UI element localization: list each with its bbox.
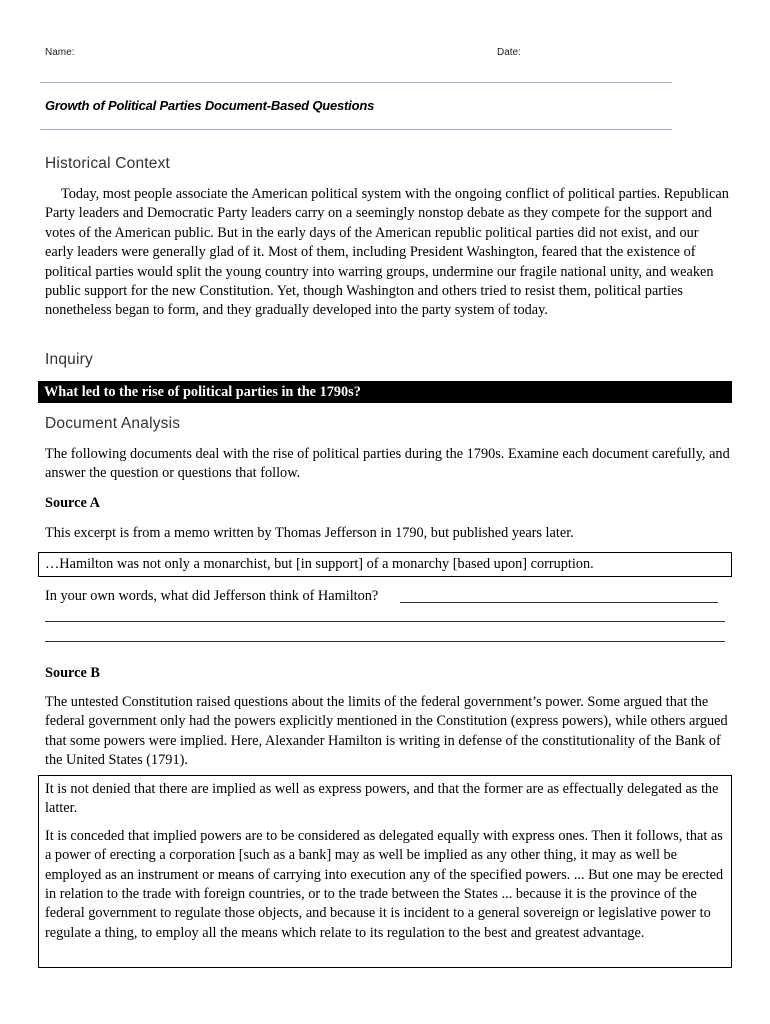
- answer-line-inline[interactable]: [400, 602, 718, 603]
- date-label: Date:: [497, 47, 521, 58]
- source-a-heading: Source A: [45, 495, 100, 511]
- answer-line-3[interactable]: [45, 641, 725, 642]
- document-analysis-heading: Document Analysis: [45, 415, 181, 432]
- source-b-heading: Source B: [45, 665, 100, 681]
- source-a-description: This excerpt is from a memo written by Thomas Jefferson in 1790, but published years later.: [45, 525, 574, 541]
- historical-context-heading: Historical Context: [45, 155, 171, 172]
- inquiry-heading: Inquiry: [45, 351, 93, 368]
- source-b-quote-paragraph-2: It is conceded that implied powers are to be considered as delegated equally with express ones. Then it follows, that as a power of erecting a corporation [such as a bank] may as well be implied as any other thing, it may as well be employed as an instrument or means of carrying into execution any of the specified powers. ... But one may be erected in relation to the trade with foreign countries, or to the trade between the States ... because it is the province of the federal government to regulate those objects, and because it is incident to a general sovereign or legislative power to regulate a thing, to employ all the means which relate to its regulation to the best and greatest advantage.: [45, 827, 724, 941]
- source-b-quote-paragraph-1: It is not denied that there are implied as well as express powers, and that the former are as effectually delegated as the latter.: [45, 781, 719, 817]
- source-b-quote-box: [38, 775, 732, 968]
- document-analysis-intro: The following documents deal with the rise of political parties during the 1790s. Examine each document carefully, and answer the question or questions that follow.: [45, 446, 730, 482]
- page-title: Growth of Political Parties Document-Based Questions: [45, 98, 375, 113]
- source-b-description: The untested Constitution raised questions about the limits of the federal government’s power. Some argued that the federal government only had the powers explicitly mentioned in the Constitution (express powers), while others argued that some powers were implied. Here, Alexander Hamilton is writing in defense of the constitutionality of the Bank of the United States (1791).: [45, 694, 728, 769]
- header-rule-top: [40, 82, 672, 83]
- source-a-quote-box: [38, 552, 732, 577]
- name-label: Name:: [45, 47, 75, 58]
- inquiry-question-bar: What led to the rise of political parties in the 1790s?: [38, 381, 732, 403]
- source-a-question: In your own words, what did Jefferson think of Hamilton?: [45, 588, 379, 604]
- historical-context-paragraph: Today, most people associate the American political system with the ongoing conflict of political parties. Republican Party leaders and Democratic Party leaders carry on a seemingly nonstop debate as they compete for the support and votes of the American public. But in the early days of the American republic political parties did not exist, and our early leaders were generally glad of it. Most of them, including President Washington, feared that the existence of political parties would split the young country into warring groups, undermine our fragile national unity, and weaken public support for the new Constitution. Yet, though Washington and others tried to resist them, political parties nonetheless began to form, and they gradually developed into the party system of today.: [45, 186, 729, 319]
- header-rule-bottom: [40, 129, 672, 130]
- answer-line-2[interactable]: [45, 621, 725, 622]
- source-a-quote: …Hamilton was not only a monarchist, but [in support] of a monarchy [based upon] corruption.: [45, 556, 594, 572]
